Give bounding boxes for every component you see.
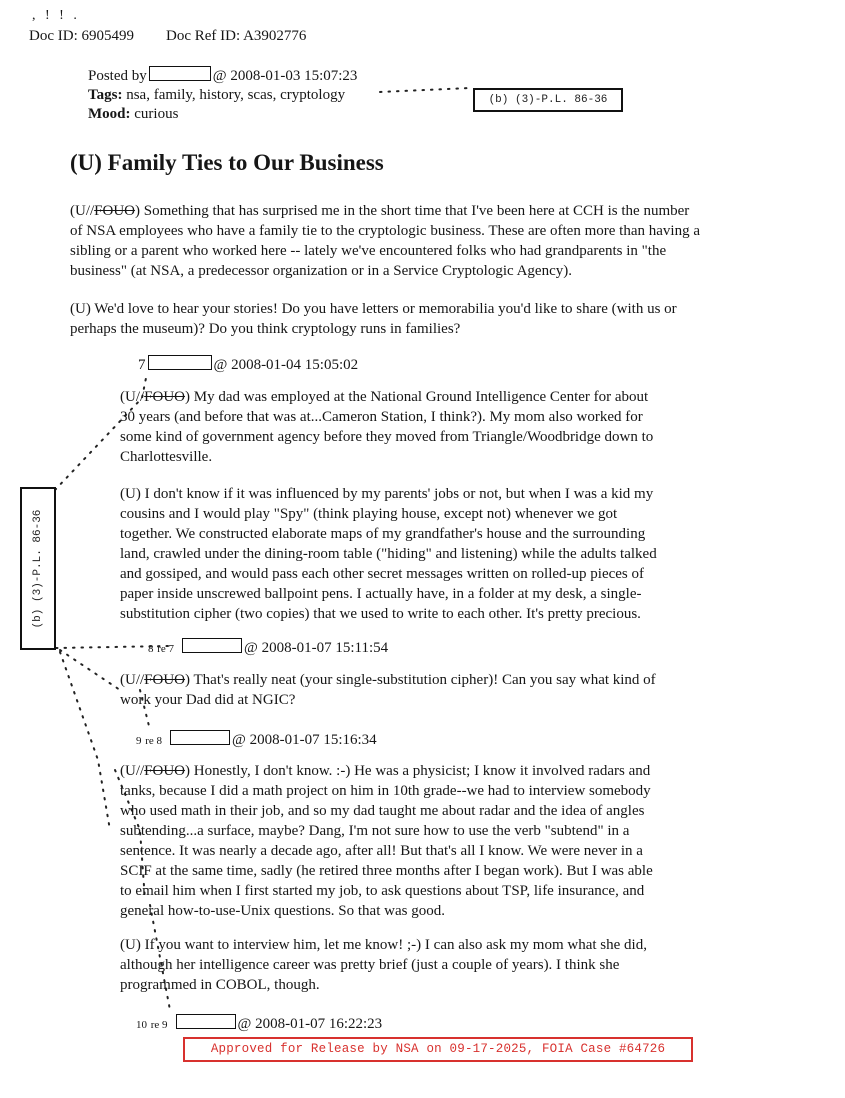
comment-reply-to: re 7: [157, 643, 175, 655]
doc-ref-id: Doc Ref ID: A3902776: [166, 28, 307, 44]
comment-8-paragraph-1: (U//FOUO) That's really neat (your single-substitution cipher)! Can you say what kind of work your Dad did at NGIC?: [120, 672, 656, 708]
fouo-marking: FOUO: [144, 672, 186, 688]
tags-label: Tags:: [88, 87, 123, 103]
posted-by-line: [88, 66, 357, 86]
mood-label: Mood:: [88, 106, 131, 122]
comment-timestamp: @ 2008-01-07 15:11:54: [244, 640, 389, 656]
comment-9-paragraph-1: (U//FOUO) Honestly, I don't know. :-) He was a physicist; I know it involved radars and tanks, because I did a math project on him in 10th grade--we had to interview somebody who used math in their job, and so my dad taught me about radar and the idea of angles subtending...a surface, maybe? Dang, I'm not sure how to use the verb "subtend" in a sentence. It was nearly a decade ago, after all! But that's all I know. We were never in a SCIF at the same time, sadly (he retired three months after I began work). But I was able to email him when I first started my job, to ask questions about TSP, life insurance, and general how-to-use-Unix questions. So that was good.: [120, 763, 653, 919]
comment-reply-to: re 9: [150, 1019, 168, 1031]
comment-number: 7: [138, 357, 146, 373]
posted-by-label: Posted by: [88, 68, 147, 84]
comment-timestamp: @ 2008-01-07 16:22:23: [237, 1016, 383, 1032]
scan-marks: , ! ! .: [32, 8, 80, 23]
posted-at: @ 2008-01-03 15:07:23: [212, 68, 358, 84]
comment-7-paragraph-1: (U//FOUO) My dad was employed at the National Ground Intelligence Center for about 30 years (and before that was at...Cameron Station, I think?). My mom also worked for some kind of government agency before they moved from Triangle/Woodbridge down to Charlottesville.: [120, 389, 654, 465]
comment-number: 8: [148, 643, 154, 655]
comment-7-paragraph-2: (U) I don't know if it was influenced by my parents' jobs or not, but when I was a kid my cousins and I would play "Spy" (think playing house, except not) whenever we got together. We constructed elaborate maps of my grandfather's house and the surrounding land, crawled under the dining-room table ("hiding" and listening) while the adults talked and gossiped, and would pass each other secret messages written on rolled-up pieces of paper inside unscrewed ballpoint pens. I actually have, in a folder at my desk, a single- substitution cipher (two copies) that we used to write to each other. It's pretty precious.: [120, 486, 657, 622]
comment-header: [148, 638, 388, 657]
comment-reply-to: re 8: [145, 735, 163, 747]
fouo-marking: FOUO: [144, 763, 186, 779]
exemption-stamp-side: (b) (3)-P.L. 86-36: [20, 487, 56, 650]
release-stamp: Approved for Release by NSA on 09-17-2025, FOIA Case #64726: [183, 1037, 693, 1062]
fouo-marking: FOUO: [144, 389, 186, 405]
comment-header: [136, 1014, 382, 1033]
redaction-box: [176, 1014, 236, 1029]
comment-number: 9: [136, 735, 142, 747]
comment-header: [136, 730, 377, 749]
redaction-box: [170, 730, 230, 745]
redaction-box: [182, 638, 242, 653]
exemption-stamp-top: (b) (3)-P.L. 86-36: [473, 88, 623, 112]
comment-timestamp: @ 2008-01-07 15:16:34: [232, 732, 377, 748]
article-paragraph-2: (U) We'd love to hear your stories! Do you have letters or memorabilia you'd like to share (with us or perhaps the museum)? Do you think cryptology runs in families?: [70, 301, 677, 337]
comment-9-paragraph-2: (U) If you want to interview him, let me know! ;-) I can also ask my mom what she did, although her intelligence career was pretty brief (just a couple of years). I think she programmed in COBOL, though.: [120, 937, 647, 993]
redaction-box: [149, 66, 211, 81]
comment-header: [138, 355, 358, 374]
article-paragraph-1: (U//FOUO) Something that has surprised me in the short time that I've been here at CCH is the number of NSA employees who have a family tie to the cryptologic business. These are often more than having a sibling or a parent who worked here -- lately we've encountered folks who had grandparents in "the business" (at NSA, a predecessor organization or in a Service Cryptologic Agency).: [70, 203, 700, 279]
comment-timestamp: @ 2008-01-04 15:05:02: [213, 357, 359, 373]
doc-id: Doc ID: 6905499: [29, 28, 134, 44]
tags-line: [88, 86, 345, 105]
mood-value: curious: [134, 106, 179, 122]
tags-value: nsa, family, history, scas, cryptology: [126, 87, 346, 103]
redaction-box: [148, 355, 212, 370]
comment-number: 10: [136, 1019, 147, 1031]
article-title: (U) Family Ties to Our Business: [70, 150, 384, 175]
fouo-marking: FOUO: [94, 203, 136, 219]
mood-line: [88, 105, 178, 124]
